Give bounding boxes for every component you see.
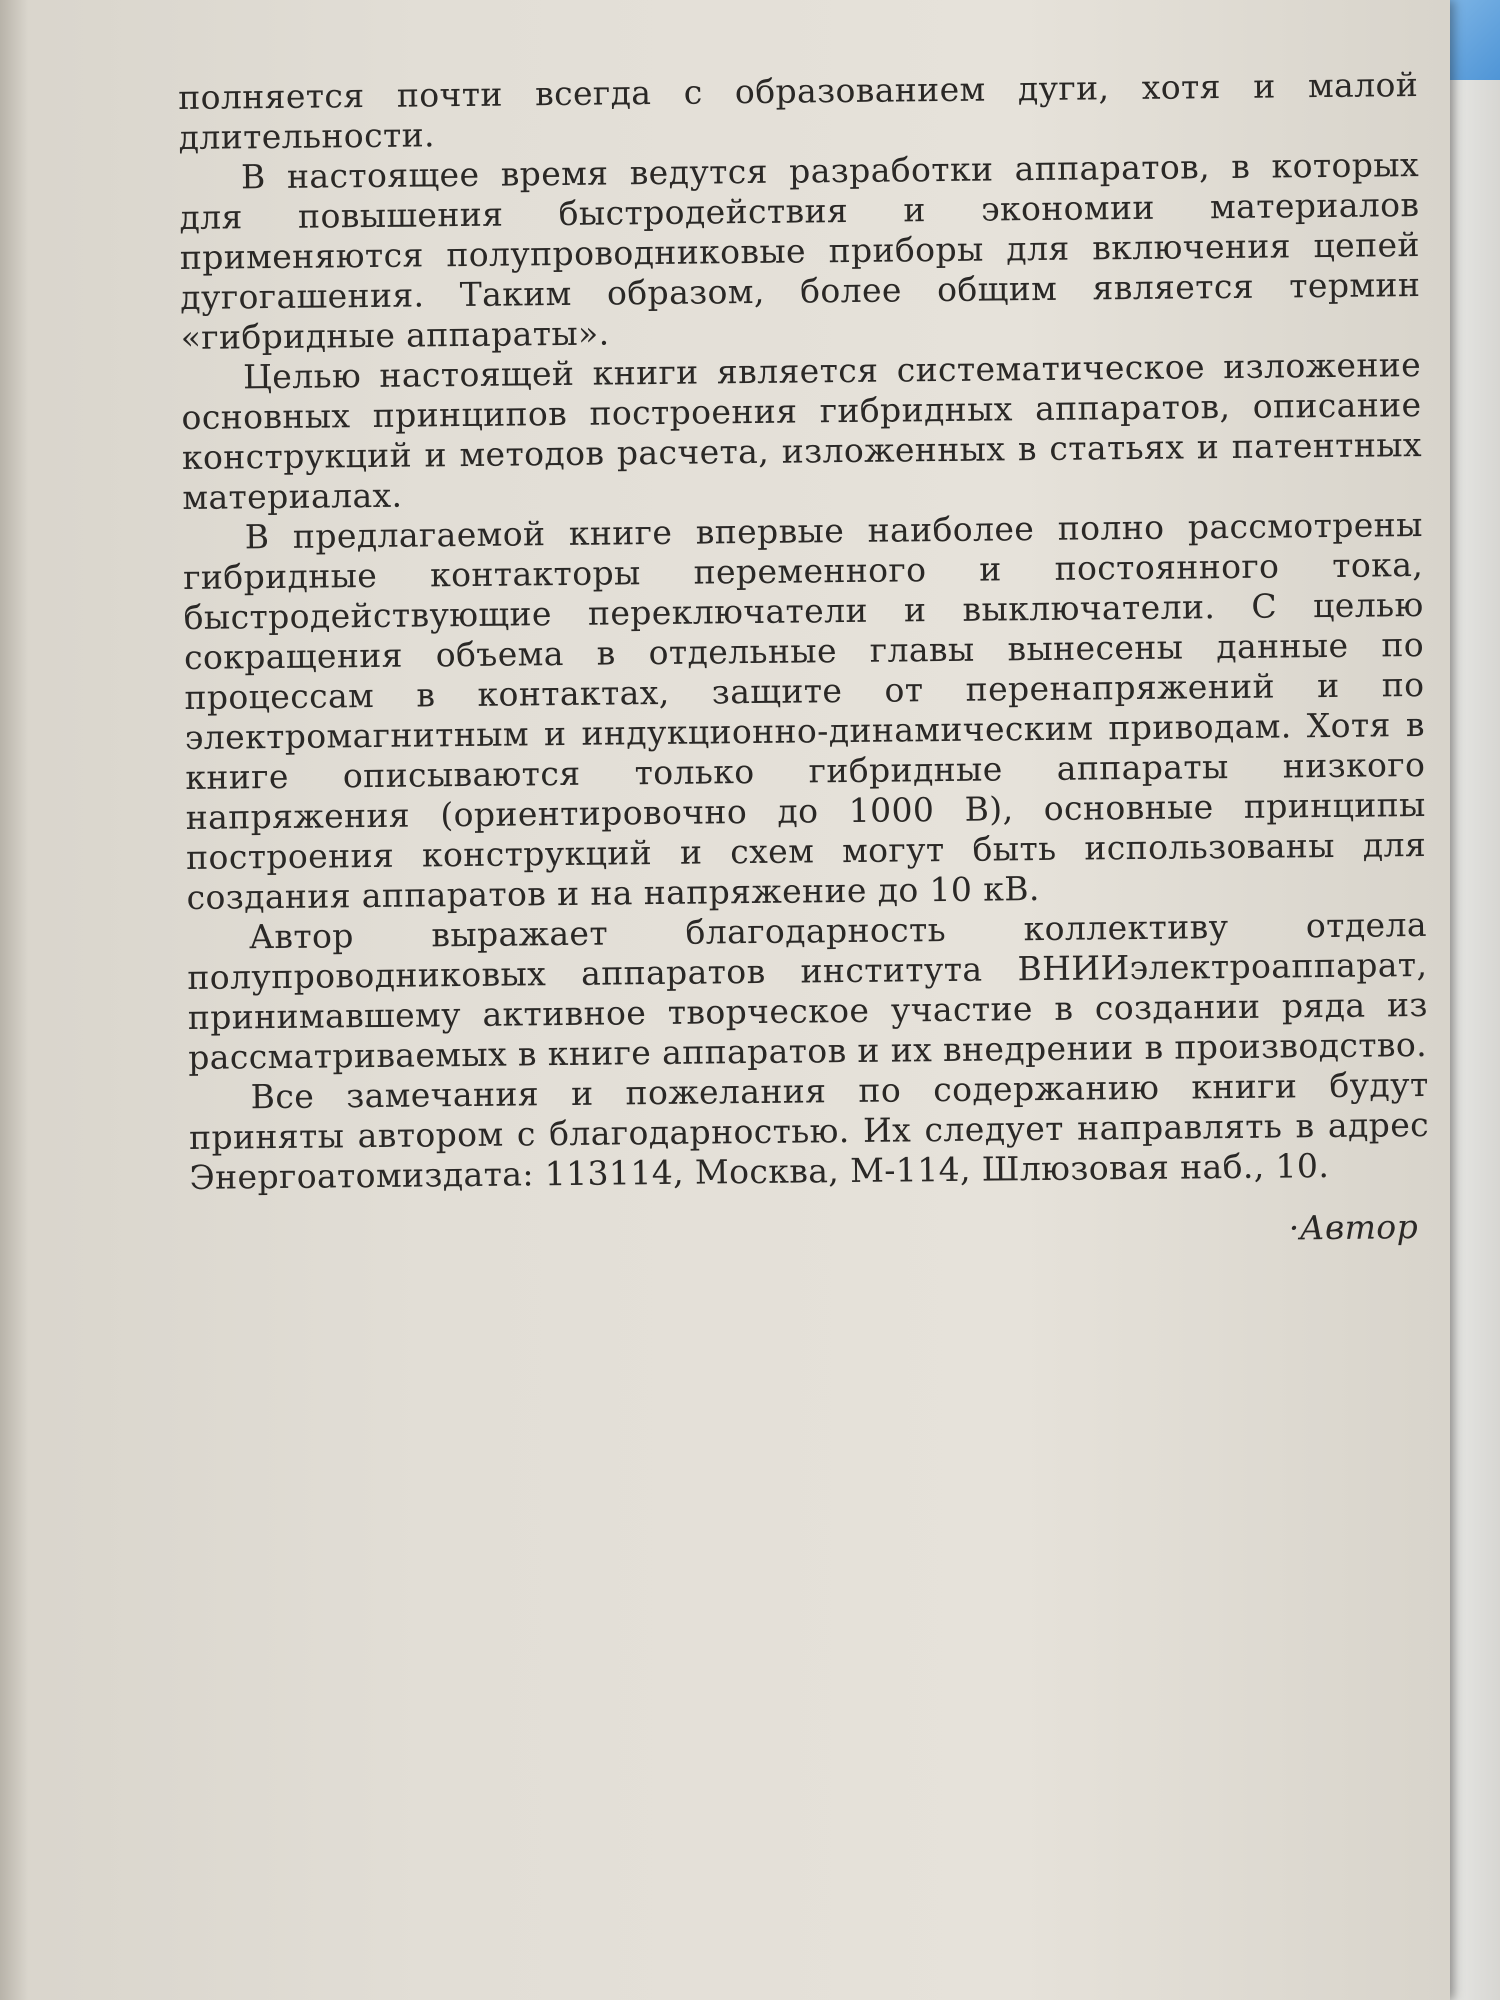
page-binding-shadow — [0, 0, 28, 2000]
paragraph-5: Автор выражает благодарность коллективу отдела полупроводниковых аппаратов института ВНИИэлектроаппарат, принимавшему активное творческое участие в создании ряда из рассматриваемых в книге аппаратов и их внедрении в производство. — [187, 904, 1428, 1077]
paragraph-2: В настоящее время ведутся разработки аппаратов, в которых для повышения быстродействия и экономии материалов применяются полупроводниковые приборы для включения цепей дугогашения. Таким образом, более общим является термин «гибридные аппараты». — [179, 145, 1421, 357]
paragraph-3: Целью настоящей книги является систематическое изложение основных принципов построения гибридных аппаратов, описание конструкций и методов расчета, изложенных в статьях и патентных материалах. — [181, 344, 1423, 517]
page-text-block — [178, 65, 1438, 1958]
paragraph-4: В предлагаемой книге впервые наиболее полно рассмотрены гибридные контакторы переменного и постоянного тока, быстродействующие переключатели и выключатели. С целью сокращения объема в отдельные главы вынесены данные по процессам в контактах, защите от перенапряжений и по электромагнитным и индукционно-динамическим приводам. Хотя в книге описываются только гибридные аппараты низкого напряжения (ориентировочно до 1000 В), основные принципы построения конструкций и схем могут быть использованы для создания аппаратов и на напряжение до 10 кВ. — [183, 504, 1427, 917]
paragraph-6: Все замечания и пожелания по содержанию книги будут приняты автором с благодарностью. Их следует направлять в адрес Энергоатомиздата: 113114, Москва, М-114, Шлюзовая наб., 10. — [188, 1064, 1430, 1197]
author-signature: ·Автор — [1288, 1207, 1419, 1248]
paragraph-1: полняется почти всегда с образованием дуги, хотя и малой длительности. — [178, 65, 1419, 157]
